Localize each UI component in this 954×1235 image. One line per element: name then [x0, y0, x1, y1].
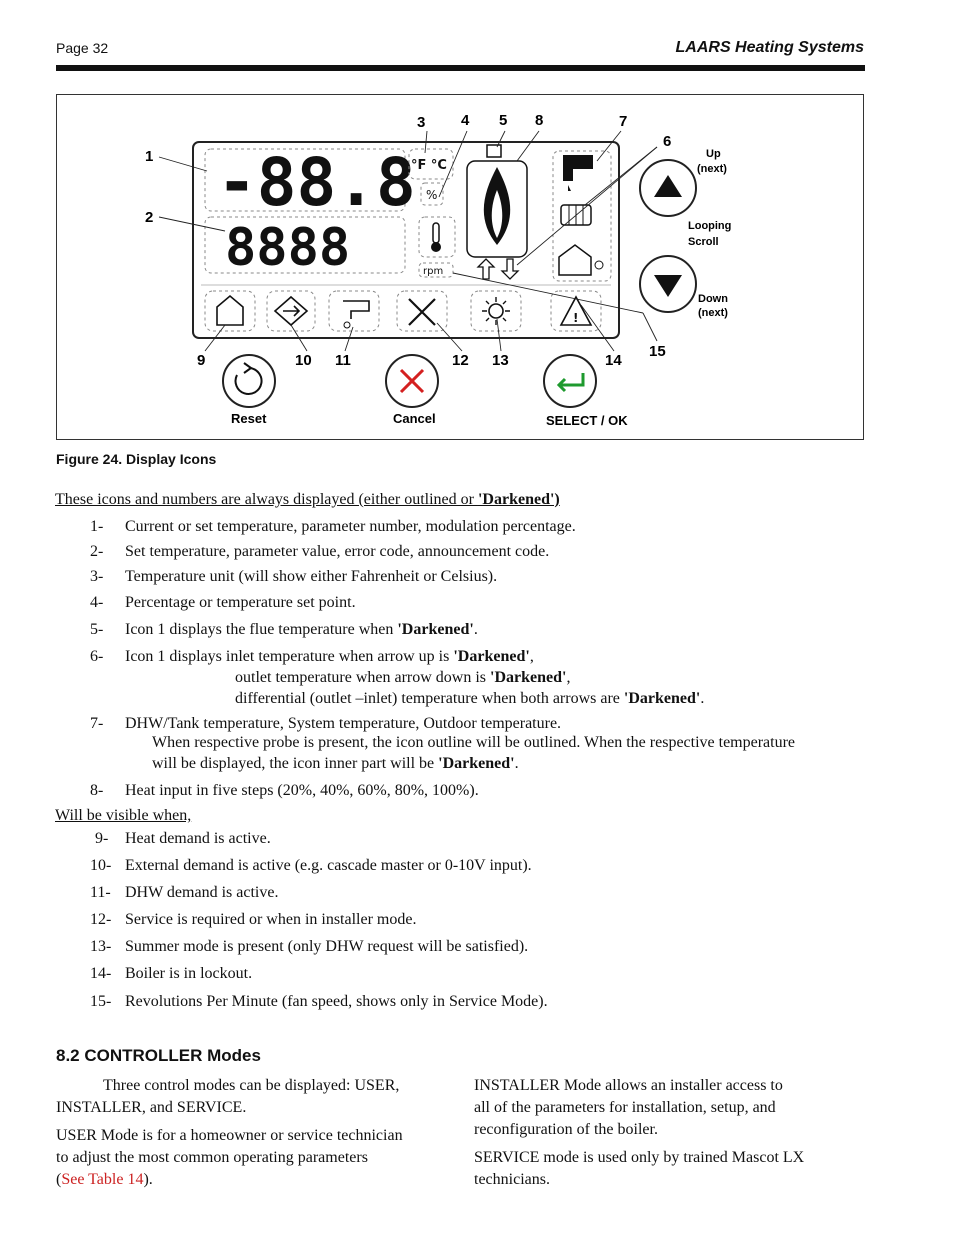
down-button — [640, 256, 696, 312]
paragraph-line: INSTALLER, and SERVICE. — [56, 1099, 247, 1116]
callout-15: 15 — [649, 343, 666, 360]
select-ok-button — [544, 355, 596, 407]
brand-title: LAARS Heating Systems — [675, 39, 864, 56]
bottom-digits: 8888 — [225, 218, 351, 278]
paragraph-line: INSTALLER Mode allows an installer access to — [474, 1077, 783, 1094]
callout-3: 3 — [417, 114, 426, 131]
callout-11: 11 — [335, 352, 351, 369]
callout-6: 6 — [663, 133, 672, 150]
down-label: Down — [698, 293, 728, 305]
paragraph-line: to adjust the most common operating parameters — [56, 1149, 368, 1166]
cancel-label: Cancel — [393, 411, 436, 426]
figure-caption: Figure 24. Display Icons — [56, 451, 217, 467]
paragraph-line: all of the parameters for installation, setup, and — [474, 1099, 776, 1116]
callout-2: 2 — [145, 209, 154, 226]
scroll-label: Scroll — [688, 236, 719, 248]
select-ok-label: SELECT / OK — [546, 413, 628, 428]
up-button — [640, 160, 696, 216]
figure-box — [56, 94, 864, 440]
section-heading: 8.2 CONTROLLER Modes — [56, 1046, 261, 1065]
callout-7: 7 — [619, 113, 628, 130]
callout-1: 1 — [145, 148, 154, 165]
reset-label: Reset — [231, 411, 267, 426]
paragraph-line: USER Mode is for a homeowner or service technician — [56, 1127, 403, 1144]
callout-9: 9 — [197, 352, 206, 369]
paragraph-line: (See Table 14). — [56, 1171, 153, 1188]
callout-14: 14 — [605, 352, 622, 369]
down-next-label: (next) — [698, 307, 728, 319]
callout-5: 5 — [499, 112, 508, 129]
paragraph-line: reconfiguration of the boiler. — [474, 1121, 658, 1138]
callout-13: 13 — [492, 352, 509, 369]
header-rule — [56, 65, 865, 71]
paragraph-line: Three control modes can be displayed: USER, — [103, 1077, 400, 1094]
display-diagram — [57, 95, 865, 441]
table-14-link[interactable]: See Table 14 — [61, 1171, 144, 1188]
svg-text:!: ! — [573, 311, 579, 325]
paragraph-line: SERVICE mode is used only by trained Mascot LX — [474, 1149, 805, 1166]
up-label: Up — [706, 148, 721, 160]
rpm-icon: rpm — [423, 266, 444, 277]
cancel-button — [386, 355, 438, 407]
visible-when-intro: Will be visible when, — [55, 807, 192, 824]
paragraph-line: technicians. — [474, 1171, 550, 1188]
callout-10: 10 — [295, 352, 312, 369]
top-digits: -88.8 — [217, 144, 416, 221]
up-next-label: (next) — [697, 163, 727, 175]
page-number: Page 32 — [56, 40, 109, 56]
callout-8: 8 — [535, 112, 544, 129]
callout-4: 4 — [461, 112, 470, 129]
reset-button — [223, 355, 275, 407]
looping-label: Looping — [688, 220, 732, 232]
unit-icon: °F °C — [411, 158, 447, 173]
callout-12: 12 — [452, 352, 469, 369]
always-displayed-intro: These icons and numbers are always displayed (either outlined or 'Darkened') — [55, 491, 560, 508]
percent-icon: % — [426, 188, 438, 202]
